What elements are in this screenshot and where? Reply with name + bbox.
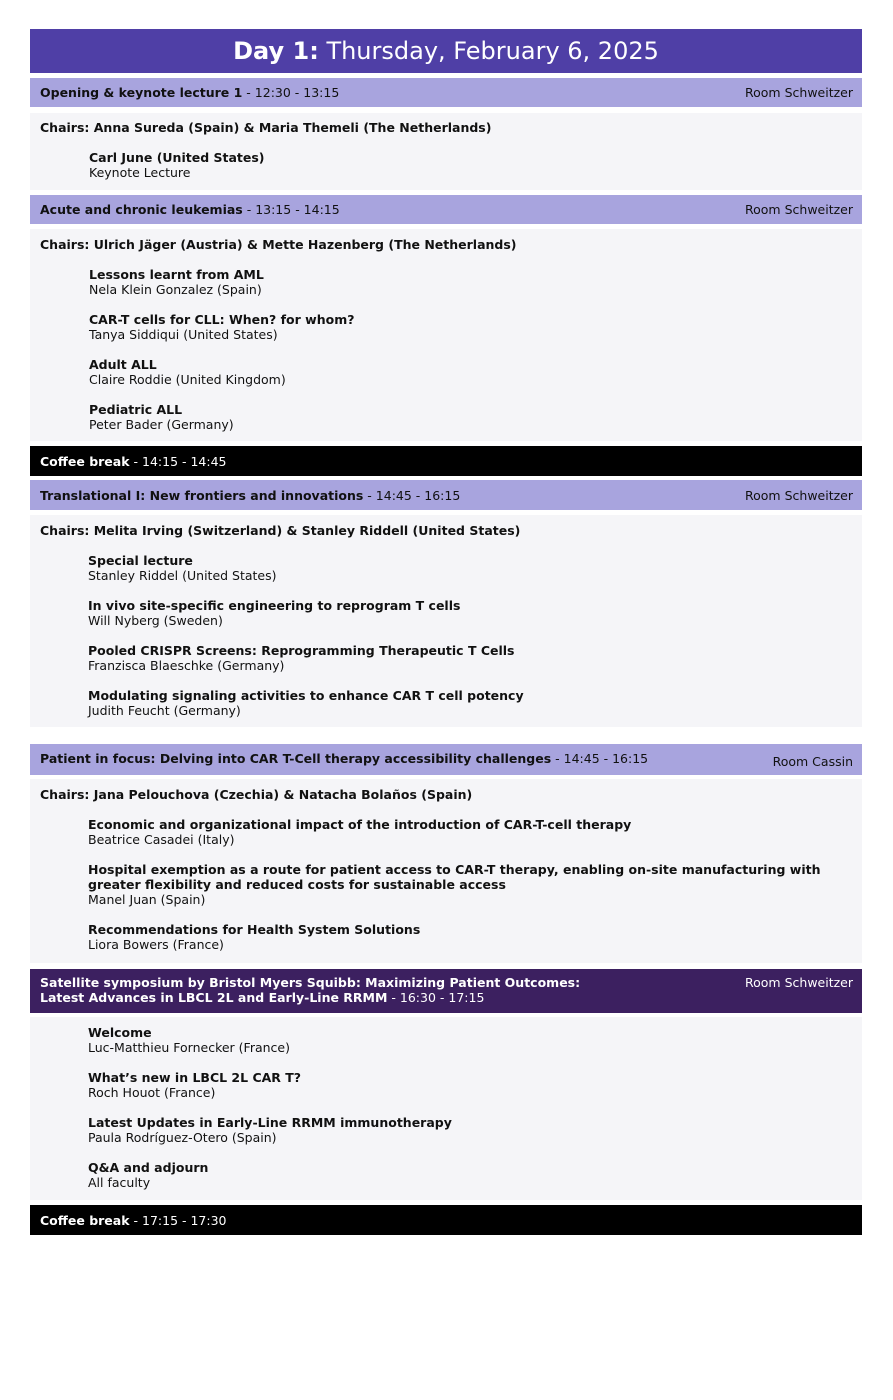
session-header-translational — [30, 480, 862, 510]
session-chairs: Chairs: Melita Irving (Switzerland) & Stanley Riddell (United States) — [40, 523, 521, 538]
day-header — [30, 29, 862, 73]
talk-item — [88, 1025, 848, 1055]
talk-title: Special lecture — [88, 553, 193, 568]
session-room: Room Schweitzer — [745, 85, 853, 100]
session-chairs: Chairs: Ulrich Jäger (Austria) & Mette Hazenberg (The Netherlands) — [40, 237, 517, 252]
talk-speaker: Tanya Siddiqui (United States) — [89, 327, 278, 342]
talk-item — [88, 1115, 848, 1145]
talk-item — [88, 643, 848, 673]
break-time: - 17:15 - 17:30 — [129, 1212, 227, 1228]
talk-speaker: All faculty — [88, 1175, 151, 1190]
session-time: - 12:30 - 13:15 — [242, 85, 340, 100]
talk-title: Welcome — [88, 1025, 152, 1040]
break-time: - 14:15 - 14:45 — [129, 453, 227, 469]
talk-item — [88, 1070, 848, 1100]
talk-item — [89, 150, 849, 180]
session-room: Room Cassin — [772, 754, 853, 769]
talk-speaker: Judith Feucht (Germany) — [88, 703, 241, 718]
session-header-satellite — [30, 969, 862, 1013]
session-room: Room Schweitzer — [745, 202, 853, 217]
talk-item — [88, 553, 848, 583]
talk-item — [88, 862, 838, 907]
day-label: Day 1: — [233, 37, 319, 65]
talk-speaker: Peter Bader (Germany) — [89, 417, 234, 432]
talk-speaker: Roch Houot (France) — [88, 1085, 216, 1100]
session-title: Translational I: New frontiers and innovations — [40, 487, 364, 503]
session-header-opening — [30, 78, 862, 107]
talk-title: Economic and organizational impact of the introduction of CAR-T-cell therapy — [88, 817, 632, 832]
talk-title: What’s new in LBCL 2L CAR T? — [88, 1070, 302, 1085]
session-header-leukemias — [30, 195, 862, 224]
talk-speaker: Paula Rodríguez-Otero (Spain) — [88, 1130, 277, 1145]
session-title-line1: Satellite symposium by Bristol Myers Squibb: Maximizing Patient Outcomes: — [40, 975, 581, 990]
session-title-line2: Latest Advances in LBCL 2L and Early-Line RRMM — [40, 990, 388, 1005]
session-time: - 13:15 - 14:15 — [242, 202, 340, 217]
talk-speaker: Nela Klein Gonzalez (Spain) — [89, 282, 262, 297]
talk-item — [88, 922, 848, 952]
talk-speaker: Luc-Matthieu Fornecker (France) — [88, 1040, 290, 1055]
talk-title: Pooled CRISPR Screens: Reprogramming Therapeutic T Cells — [88, 643, 515, 658]
session-time: - 14:45 - 16:15 — [363, 487, 461, 503]
session-chairs: Chairs: Jana Pelouchova (Czechia) & Natacha Bolaños (Spain) — [40, 787, 473, 802]
break-title: Coffee break — [40, 1212, 130, 1228]
talk-title: Adult ALL — [89, 357, 157, 372]
talk-title: In vivo site-specific engineering to reprogram T cells — [88, 598, 461, 613]
talk-item — [89, 312, 849, 342]
talk-title: Hospital exemption as a route for patient access to CAR-T therapy, enabling on-site manufacturing with greater flexibility and reduced costs for sustainable access — [88, 862, 821, 892]
talk-speaker: Franzisca Blaeschke (Germany) — [88, 658, 285, 673]
break-title: Coffee break — [40, 453, 130, 469]
talk-title: Latest Updates in Early-Line RRMM immunotherapy — [88, 1115, 452, 1130]
talk-title: Pediatric ALL — [89, 402, 183, 417]
talk-title: Modulating signaling activities to enhance CAR T cell potency — [88, 688, 524, 703]
talk-item — [89, 267, 849, 297]
coffee-break-2 — [30, 1205, 862, 1235]
session-time: - 16:30 - 17:15 — [387, 990, 485, 1005]
session-chairs: Chairs: Anna Sureda (Spain) & Maria Themeli (The Netherlands) — [40, 120, 492, 135]
talk-speaker: Liora Bowers (France) — [88, 937, 224, 952]
session-header-patient-focus — [30, 744, 862, 775]
talk-title: Carl June (United States) — [89, 150, 265, 165]
talk-speaker: Stanley Riddel (United States) — [88, 568, 277, 583]
coffee-break-1 — [30, 446, 862, 476]
talk-speaker: Beatrice Casadei (Italy) — [88, 832, 235, 847]
talk-item — [88, 817, 848, 847]
talk-item — [88, 598, 848, 628]
talk-title: CAR-T cells for CLL: When? for whom? — [89, 312, 355, 327]
talk-item — [88, 1160, 848, 1190]
day-date: Thursday, February 6, 2025 — [326, 37, 659, 65]
talk-item — [89, 357, 849, 387]
talk-speaker: Will Nyberg (Sweden) — [88, 613, 223, 628]
talk-title: Recommendations for Health System Solutions — [88, 922, 421, 937]
talk-item — [89, 402, 849, 432]
talk-speaker: Keynote Lecture — [89, 165, 191, 180]
talk-title: Q&A and adjourn — [88, 1160, 209, 1175]
session-title: Opening & keynote lecture 1 — [40, 85, 243, 100]
session-time: - 14:45 - 16:15 — [551, 751, 649, 766]
talk-speaker: Claire Roddie (United Kingdom) — [89, 372, 286, 387]
talk-title: Lessons learnt from AML — [89, 267, 264, 282]
session-title: Patient in focus: Delving into CAR T-Cell therapy accessibility challenges — [40, 751, 552, 766]
talk-speaker: Manel Juan (Spain) — [88, 892, 206, 907]
session-room: Room Schweitzer — [745, 975, 853, 990]
talk-item — [88, 688, 848, 718]
session-title: Acute and chronic leukemias — [40, 202, 243, 217]
session-room: Room Schweitzer — [745, 487, 853, 503]
